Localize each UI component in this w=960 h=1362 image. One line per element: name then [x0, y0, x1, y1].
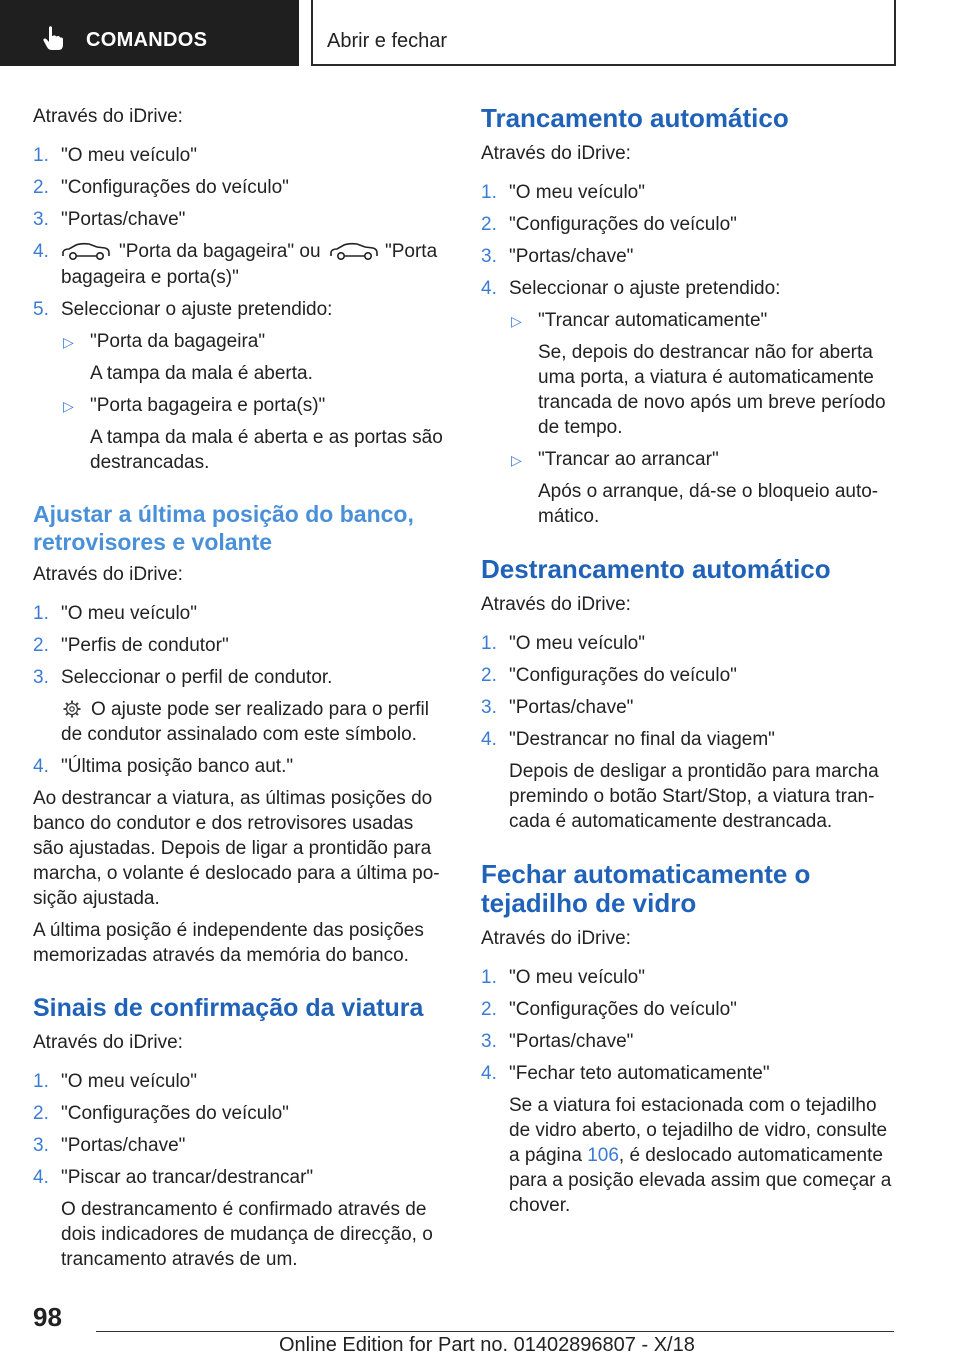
- step-text: "O meu veículo": [61, 1071, 197, 1092]
- step-number: 1.: [481, 633, 497, 654]
- page-number: 98: [33, 1302, 62, 1332]
- step-desc: trancamento através de um.: [61, 1249, 298, 1270]
- hand-pointer-icon: [42, 25, 64, 51]
- step-desc: para a posição elevada assim que começar a: [509, 1170, 892, 1191]
- step-number: 3.: [481, 697, 497, 718]
- step-text: "Última posição banco aut.": [61, 756, 294, 777]
- step-text: "Piscar ao trancar/destrancar": [61, 1167, 314, 1188]
- step-text: Seleccionar o ajuste pretendido:: [509, 278, 781, 299]
- intro-text: Através do iDrive:: [481, 928, 631, 949]
- option-desc: Se, depois do destrancar não for aberta: [538, 342, 873, 363]
- section-heading: Ajustar a última posição do banco,: [33, 501, 414, 527]
- chapter-label: COMANDOS: [86, 29, 208, 51]
- step-text: "Configurações do veículo": [509, 214, 737, 235]
- option-desc: destrancadas.: [90, 452, 210, 473]
- step-text: "O meu veículo": [509, 633, 645, 654]
- step-text: Seleccionar o ajuste pretendido:: [61, 299, 333, 320]
- step-text: "Portas/chave": [509, 246, 634, 267]
- option-desc: uma porta, a viatura é automaticamente: [538, 367, 874, 388]
- paragraph-line: A última posição é independente das posições: [33, 920, 424, 941]
- step-number: 3.: [33, 667, 49, 688]
- step-text: "O meu veículo": [61, 603, 197, 624]
- step-number: 3.: [481, 1031, 497, 1052]
- gear-icon: [62, 699, 82, 719]
- paragraph-line: são ajustadas. Depois de ligar a prontidão para: [33, 838, 432, 859]
- paragraph-line: banco do condutor e dos retrovisores usadas: [33, 813, 414, 834]
- step-desc: Se a viatura foi estacionada com o tejadilho: [509, 1095, 877, 1116]
- step-number: 3.: [33, 1135, 49, 1156]
- step-text: "O meu veículo": [61, 145, 197, 166]
- step-text: "Porta: [385, 241, 438, 262]
- step-number: 4.: [481, 278, 497, 299]
- step-text: "Portas/chave": [509, 697, 634, 718]
- intro-text: Através do iDrive:: [33, 106, 183, 127]
- section-heading: Destrancamento automático: [481, 554, 831, 584]
- paragraph-line: sição ajustada.: [33, 888, 160, 909]
- car-trunk-icon: [61, 242, 111, 262]
- intro-text: Através do iDrive:: [33, 564, 183, 585]
- step-text: "Configurações do veículo": [61, 1103, 289, 1124]
- step-desc: cada é automaticamente destrancada.: [509, 811, 833, 832]
- step-desc: O destrancamento é confirmado através de: [61, 1199, 427, 1220]
- step-number: 1.: [481, 182, 497, 203]
- step-number: 2.: [481, 665, 497, 686]
- step-number: 4.: [33, 756, 49, 777]
- step-text: "Portas/chave": [61, 1135, 186, 1156]
- paragraph-line: Ao destrancar a viatura, as últimas posições do: [33, 788, 433, 809]
- step-number: 1.: [33, 1071, 49, 1092]
- footer-divider: [96, 1331, 894, 1332]
- step-text: "Portas/chave": [61, 209, 186, 230]
- step-number: 5.: [33, 299, 49, 320]
- step-number: 1.: [481, 967, 497, 988]
- option-desc: A tampa da mala é aberta.: [90, 363, 313, 384]
- option-desc: mático.: [538, 506, 600, 527]
- step-desc: premindo o botão Start/Stop, a viatura tran‐: [509, 786, 875, 807]
- option-title: "Porta da bagageira": [90, 331, 266, 352]
- step-text: "Portas/chave": [509, 1031, 634, 1052]
- step-desc: dois indicadores de mudança de direcção, o: [61, 1224, 433, 1245]
- step-number: 4.: [481, 1063, 497, 1084]
- chapter-tab[interactable]: [0, 0, 299, 66]
- step-desc: Depois de desligar a prontidão para marcha: [509, 761, 879, 782]
- step-number: 2.: [481, 214, 497, 235]
- note-text: de condutor assinalado com este símbolo.: [61, 724, 417, 745]
- paragraph-line: memorizadas através da memória do banco.: [33, 945, 409, 966]
- page-link[interactable]: 106: [587, 1145, 619, 1166]
- section-label: Abrir e fechar: [327, 30, 448, 52]
- step-text: "Configurações do veículo": [61, 177, 289, 198]
- triangle-bullet-icon: ▷: [511, 452, 522, 468]
- step-desc-part: , é deslocado automaticamente: [618, 1145, 883, 1166]
- step-number: 4.: [33, 241, 49, 262]
- option-desc: de tempo.: [538, 417, 623, 438]
- intro-text: Através do iDrive:: [33, 1032, 183, 1053]
- triangle-bullet-icon: ▷: [63, 398, 74, 414]
- step-text: "O meu veículo": [509, 182, 645, 203]
- step-text: bagageira e porta(s)": [61, 267, 239, 288]
- step-desc-part: a página: [509, 1145, 582, 1166]
- option-title: "Porta bagageira e porta(s)": [90, 395, 326, 416]
- step-number: 1.: [33, 145, 49, 166]
- edition-footer: Online Edition for Part no. 01402896807 - X/18: [279, 1334, 695, 1356]
- step-number: 2.: [33, 1103, 49, 1124]
- paragraph-line: marcha, o volante é deslocado para a última po‐: [33, 863, 440, 884]
- page-header: [0, 0, 960, 66]
- intro-text: Através do iDrive:: [481, 143, 631, 164]
- step-number: 4.: [481, 729, 497, 750]
- step-text: "Configurações do veículo": [509, 665, 737, 686]
- step-text: "Fechar teto automaticamente": [509, 1063, 770, 1084]
- step-number: 1.: [33, 603, 49, 624]
- option-title: "Trancar automaticamente": [538, 310, 768, 331]
- step-desc-with-link: [509, 1144, 883, 1168]
- intro-text: Através do iDrive:: [481, 594, 631, 615]
- section-heading: Fechar automaticamente o: [481, 859, 811, 889]
- section-heading: Sinais de confirmação da viatura: [33, 994, 424, 1022]
- section-tab[interactable]: [311, 0, 896, 66]
- step-number: 2.: [33, 177, 49, 198]
- step-number: 3.: [33, 209, 49, 230]
- step-text: Seleccionar o perfil de condutor.: [61, 667, 333, 688]
- step-number: 2.: [33, 635, 49, 656]
- step-desc: chover.: [509, 1195, 571, 1216]
- option-desc: A tampa da mala é aberta e as portas são: [90, 427, 443, 448]
- triangle-bullet-icon: ▷: [63, 334, 74, 350]
- step-number: 2.: [481, 999, 497, 1020]
- step-desc: de vidro aberto, o tejadilho de vidro, consulte: [509, 1120, 888, 1141]
- section-heading: Trancamento automático: [481, 103, 789, 133]
- step-text: "Porta da bagageira" ou: [119, 241, 321, 262]
- section-heading: retrovisores e volante: [33, 529, 273, 555]
- option-desc: trancada de novo após um breve período: [538, 392, 886, 413]
- step-text: "Destrancar no final da viagem": [509, 729, 775, 750]
- option-title: "Trancar ao arrancar": [538, 449, 719, 470]
- option-desc: Após o arranque, dá-se o bloqueio auto‐: [538, 481, 879, 502]
- step-text: "O meu veículo": [509, 967, 645, 988]
- step-text: "Configurações do veículo": [509, 999, 737, 1020]
- car-doors-icon: [329, 242, 379, 262]
- step-number: 4.: [33, 1167, 49, 1188]
- section-heading: tejadilho de vidro: [481, 888, 697, 918]
- note-text: O ajuste pode ser realizado para o perfil: [91, 699, 429, 720]
- triangle-bullet-icon: ▷: [511, 313, 522, 329]
- step-number: 3.: [481, 246, 497, 267]
- step-text: "Perfis de condutor": [61, 635, 229, 656]
